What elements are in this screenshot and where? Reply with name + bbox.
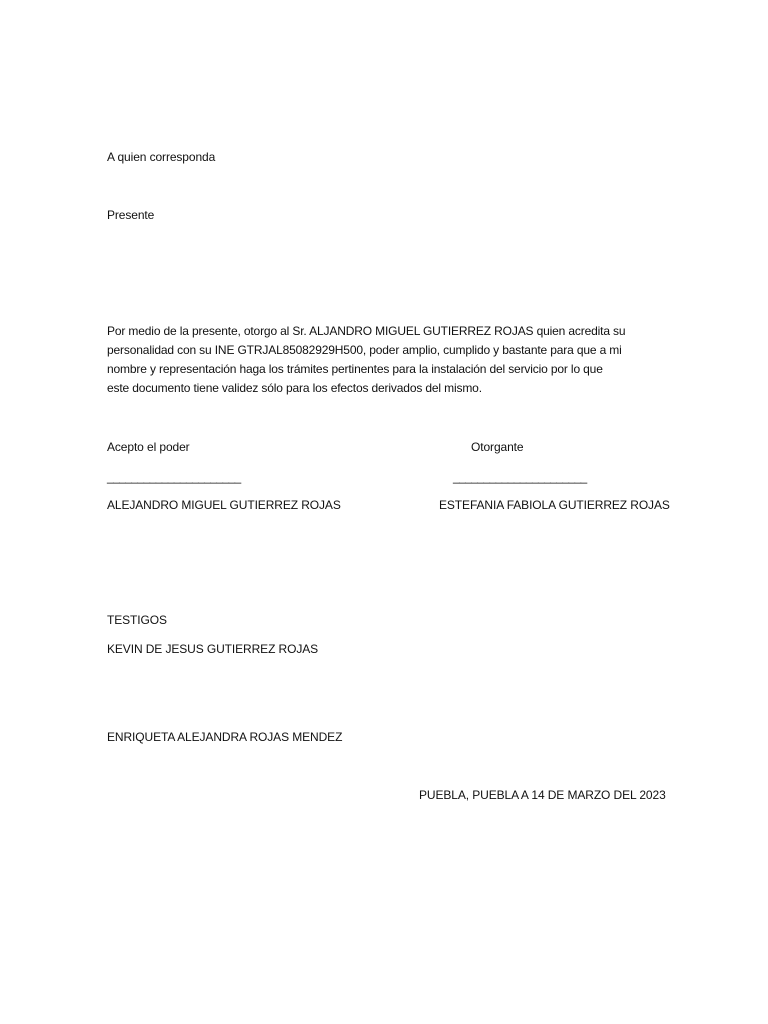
salutation: A quien corresponda <box>107 150 216 164</box>
witness-name: ENRIQUETA ALEJANDRA ROJAS MENDEZ <box>107 730 343 744</box>
left-signatory-name: ALEJANDRO MIGUEL GUTIERREZ ROJAS <box>107 498 341 512</box>
accept-power-label: Acepto el poder <box>107 440 190 454</box>
witnesses-heading: TESTIGOS <box>107 613 167 627</box>
body-line: Por medio de la presente, otorgo al Sr. ALJANDRO MIGUEL GUTIERREZ ROJAS quien acredita su <box>107 324 626 338</box>
body-line: nombre y representación haga los trámites pertinentes para la instalación del servicio por lo que <box>107 362 603 376</box>
grantor-label: Otorgante <box>471 440 524 454</box>
presente-line: Presente <box>107 208 155 222</box>
place-and-date: PUEBLA, PUEBLA A 14 DE MARZO DEL 2023 <box>419 788 666 802</box>
body-line: personalidad con su INE GTRJAL85082929H500, poder amplio, cumplido y bastante para que a mi <box>107 343 622 357</box>
witness-name: KEVIN DE JESUS GUTIERREZ ROJAS <box>107 642 319 656</box>
left-signature-line: ______________________ <box>107 470 241 484</box>
right-signatory-name: ESTEFANIA FABIOLA GUTIERREZ ROJAS <box>439 498 670 512</box>
body-line: este documento tiene validez sólo para los efectos derivados del mismo. <box>107 381 482 395</box>
right-signature-line: ______________________ <box>453 470 587 484</box>
body-paragraph <box>107 322 667 398</box>
